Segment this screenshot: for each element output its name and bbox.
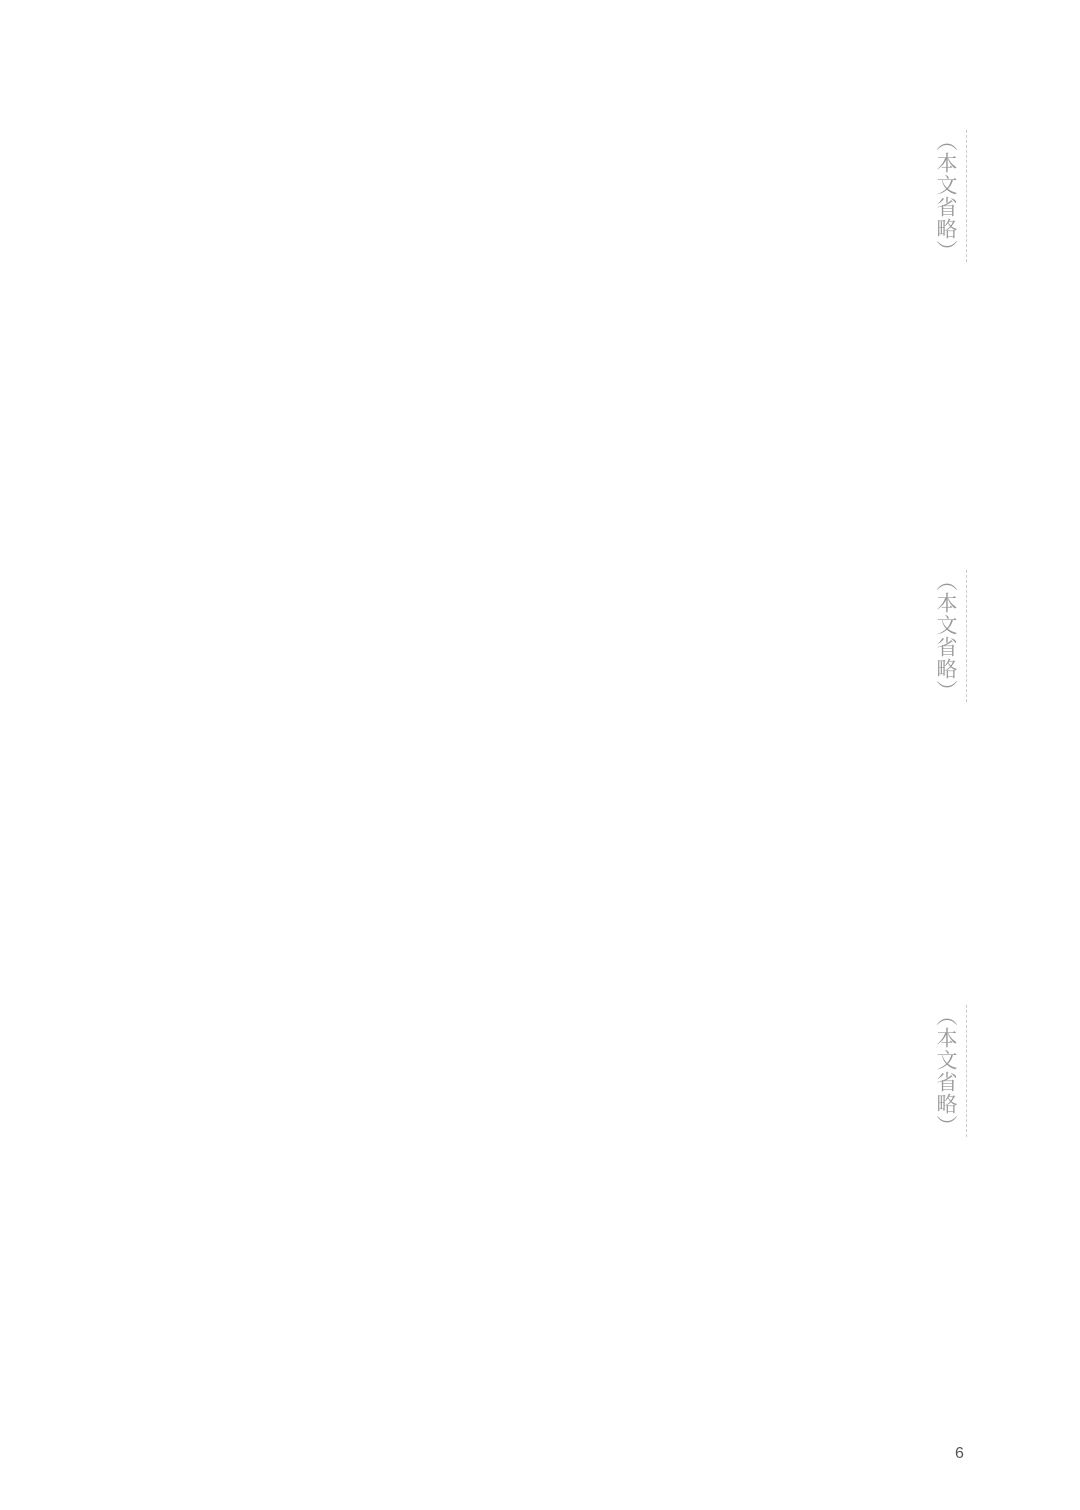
text-tier-bottom (150, 1005, 965, 1405)
text-placeholder: （本文省略） (934, 1005, 967, 1137)
text-tier-top (150, 130, 965, 530)
text-placeholder: （本文省略） (934, 570, 967, 702)
text-placeholder: （本文省略） (934, 130, 967, 262)
text-tier-middle (150, 570, 965, 970)
page-number: 6 (955, 1445, 964, 1462)
